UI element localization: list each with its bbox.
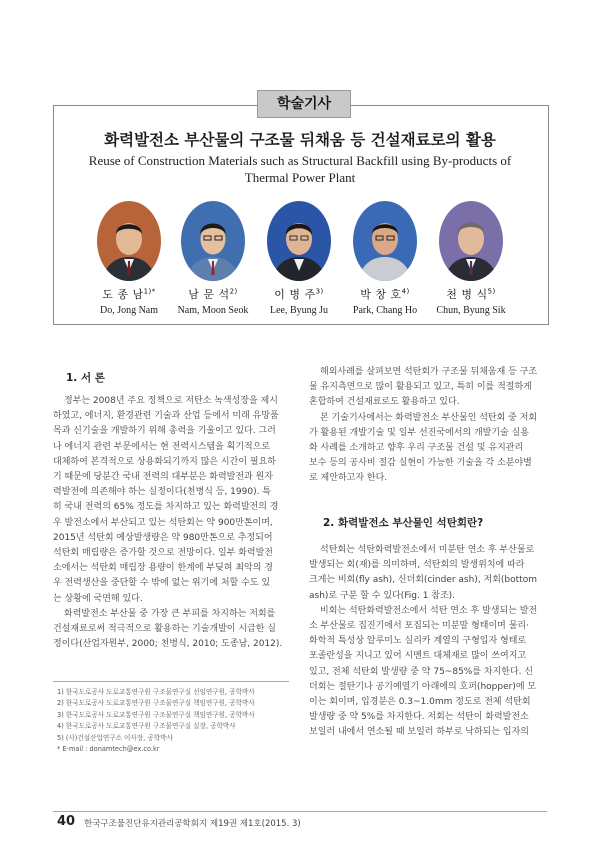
author-photo: [439, 201, 503, 281]
author-card: [254, 201, 344, 316]
journal-citation: 한국구조물진단유지관리공학회지 제19권 제1호(2015. 3): [84, 819, 301, 829]
author-name-ko: 천 병 식$^{5)}$: [446, 287, 496, 301]
author-card: [84, 201, 174, 316]
footnote: 4) 한국도로공사 도로교통연구원 구조물연구실 실장, 공학박사: [57, 722, 236, 731]
footnote-email: * E-mail : donamtech@ex.co.kr: [57, 745, 160, 754]
footnote: 3) 한국도로공사 도로교통연구원 구조물연구실 책임연구원, 공학박사: [57, 710, 255, 719]
footnote-divider: [53, 681, 289, 682]
author-card: [168, 201, 258, 316]
author-name-en: Chun, Byung Sik: [436, 305, 506, 316]
footnote: 2) 한국도로공사 도로교통연구원 구조물연구실 책임연구원, 공학박사: [57, 699, 255, 708]
author-list: [86, 201, 516, 321]
footnotes: [57, 687, 293, 755]
title-english: [60, 152, 540, 186]
paragraph: 화력발전소 부산물 중 가장 큰 부피를 차지하는 저회를 건설재료로써 적극적으로 활용하는 기술개발이 시급한 실 정이다(산업자원부, 2000; 천병식, 2010; 도종남, 2012).: [53, 608, 283, 650]
author-name-en: Lee, Byung Ju: [269, 305, 329, 316]
author-name-en: Nam, Moon Seok: [177, 305, 249, 316]
author-name-ko: 박 창 호$^{4)}$: [360, 287, 410, 301]
title-english-line-2: Thermal Power Plant: [244, 170, 356, 185]
paragraph: 본 기술기사에서는 화력발전소 부산물인 석탄회 중 저회 가 활용된 개발기술 및 일부 선진국에서의 개발기술 실용 화 사례를 소개하고 향후 우리 구조물 건설 및 유지관리 보수 등의 공사비 절감 실현이 가능한 기술을 각 소분야별 로 제안하고자 한다.: [309, 412, 538, 484]
author-name-ko: 이 병 주$^{3)}$: [274, 287, 324, 301]
author-card: [340, 201, 430, 316]
footer-divider: [53, 811, 547, 812]
author-photo: [267, 201, 331, 281]
title-korean: 화력발전소 부산물의 구조물 뒤채움 등 건설재료로의 활용: [104, 130, 496, 149]
section-1-heading: 1. 서 론: [66, 372, 105, 384]
paragraph: 비회는 석탄화력발전소에서 석탄 연소 후 발생되는 발전 소 부산물로 집진기에서 포집되는 미분말 형태이며 물리· 화학적 특성상 알루미노 실리카 계열의 구형입자 형태로 포졸란성을 지니고 있어 시멘트 대체재로 많이 쓰여지고 있고, 전체 석탄회 발생량 중 약 75~85%를 차지한다. 신 더회는 절탄기나 공기예열기 아래에의 호퍼(hopper)에 모 이는 회이며, 입경분은 0.3~1.0mm 정도로 전체 석탄회 발생량 중 약 5%를 차지한다. 저회는 석탄이 화력발전소 보일러 내에서 연소될 때 보일러 하부로 낙하되는 입자의: [309, 605, 538, 738]
paragraph: 정부는 2008년 주요 정책으로 저탄소 녹색성장을 제시 하였고, 에너지, 환경관련 기술과 산업 등에서 미래 유망품 목과 신기술을 개발하기 위해 총력을 기울이고 있다. 그러 나 에너지 관련 부문에서는 현 전력시스템을 획기적으로 대체하여 본격적으로 상용화되기까지 많은 시간이 필요하 기 때문에 당분간 국내 전력의 대부분은 화력발전과 원자 력발전에 의존해야 하는 실정이다(천병식 등, 1990). 특 히 국내 전력의 65% 정도를 차지하고 있는 화력발전의 경 우 발전소에서 부산되고 있는 석탄회는 약 900만톤이며, 2015년 석탄회 예상발생량은 약 980만톤으로 추정되어 석탄회 매립량은 증가할 것으로 전망이다. 일부 화력발전 소에서는 석탄회 매립장 용량이 한계에 부딪혀 최악의 경 우 전력생산을 중단할 수 밖에 없는 위기에 처할 수도 있 는 상황에 국면해 있다.: [53, 396, 279, 604]
left-column-text: [53, 394, 289, 652]
author-name-ko: 도 종 남$^{1)*}$: [102, 287, 156, 301]
paragraph: 석탄회는 석탄화력발전소에서 미분탄 연소 후 부산물로 발생되는 회(재)를 의미하며, 석탄회의 발생위치에 따라 크게는 비회(fly ash), 신더회(cinder ash), 저회(bottom ash)로 구분 할 수 있다(Fig. 1 참조).: [309, 545, 537, 601]
author-name-ko: 남 문 석$^{2)}$: [188, 287, 238, 301]
section-2-heading: 2. 화력발전소 부산물인 석탄회란?: [323, 517, 484, 529]
author-photo: [97, 201, 161, 281]
paragraph: 해외사례를 살펴보면 석탄회가 구조물 뒤채움재 등 구조 물 유지측면으로 많이 활용되고 있고, 특히 이를 적절하게 혼합하여 건설재료로도 활용하고 있다.: [309, 367, 538, 408]
author-name-en: Do, Jong Nam: [99, 305, 159, 316]
author-photo: [353, 201, 417, 281]
section-tag: 학술기사: [257, 90, 351, 118]
page-number: 40: [57, 814, 76, 829]
footnote: 1) 한국도로공사 도로교통연구원 구조물연구실 선임연구원, 공학박사: [57, 688, 255, 696]
right-column-text-bottom: [309, 543, 545, 741]
author-name-en: Park, Chang Ho: [352, 305, 418, 316]
author-photo: [181, 201, 245, 281]
right-column-text-top: [309, 365, 545, 487]
author-card: [426, 201, 516, 316]
title-english-line-1: Reuse of Construction Materials such as Structural Backfill using By-products of: [88, 153, 512, 168]
footnote: 5) (사)건설산업연구소 이사장, 공학박사: [57, 733, 173, 742]
